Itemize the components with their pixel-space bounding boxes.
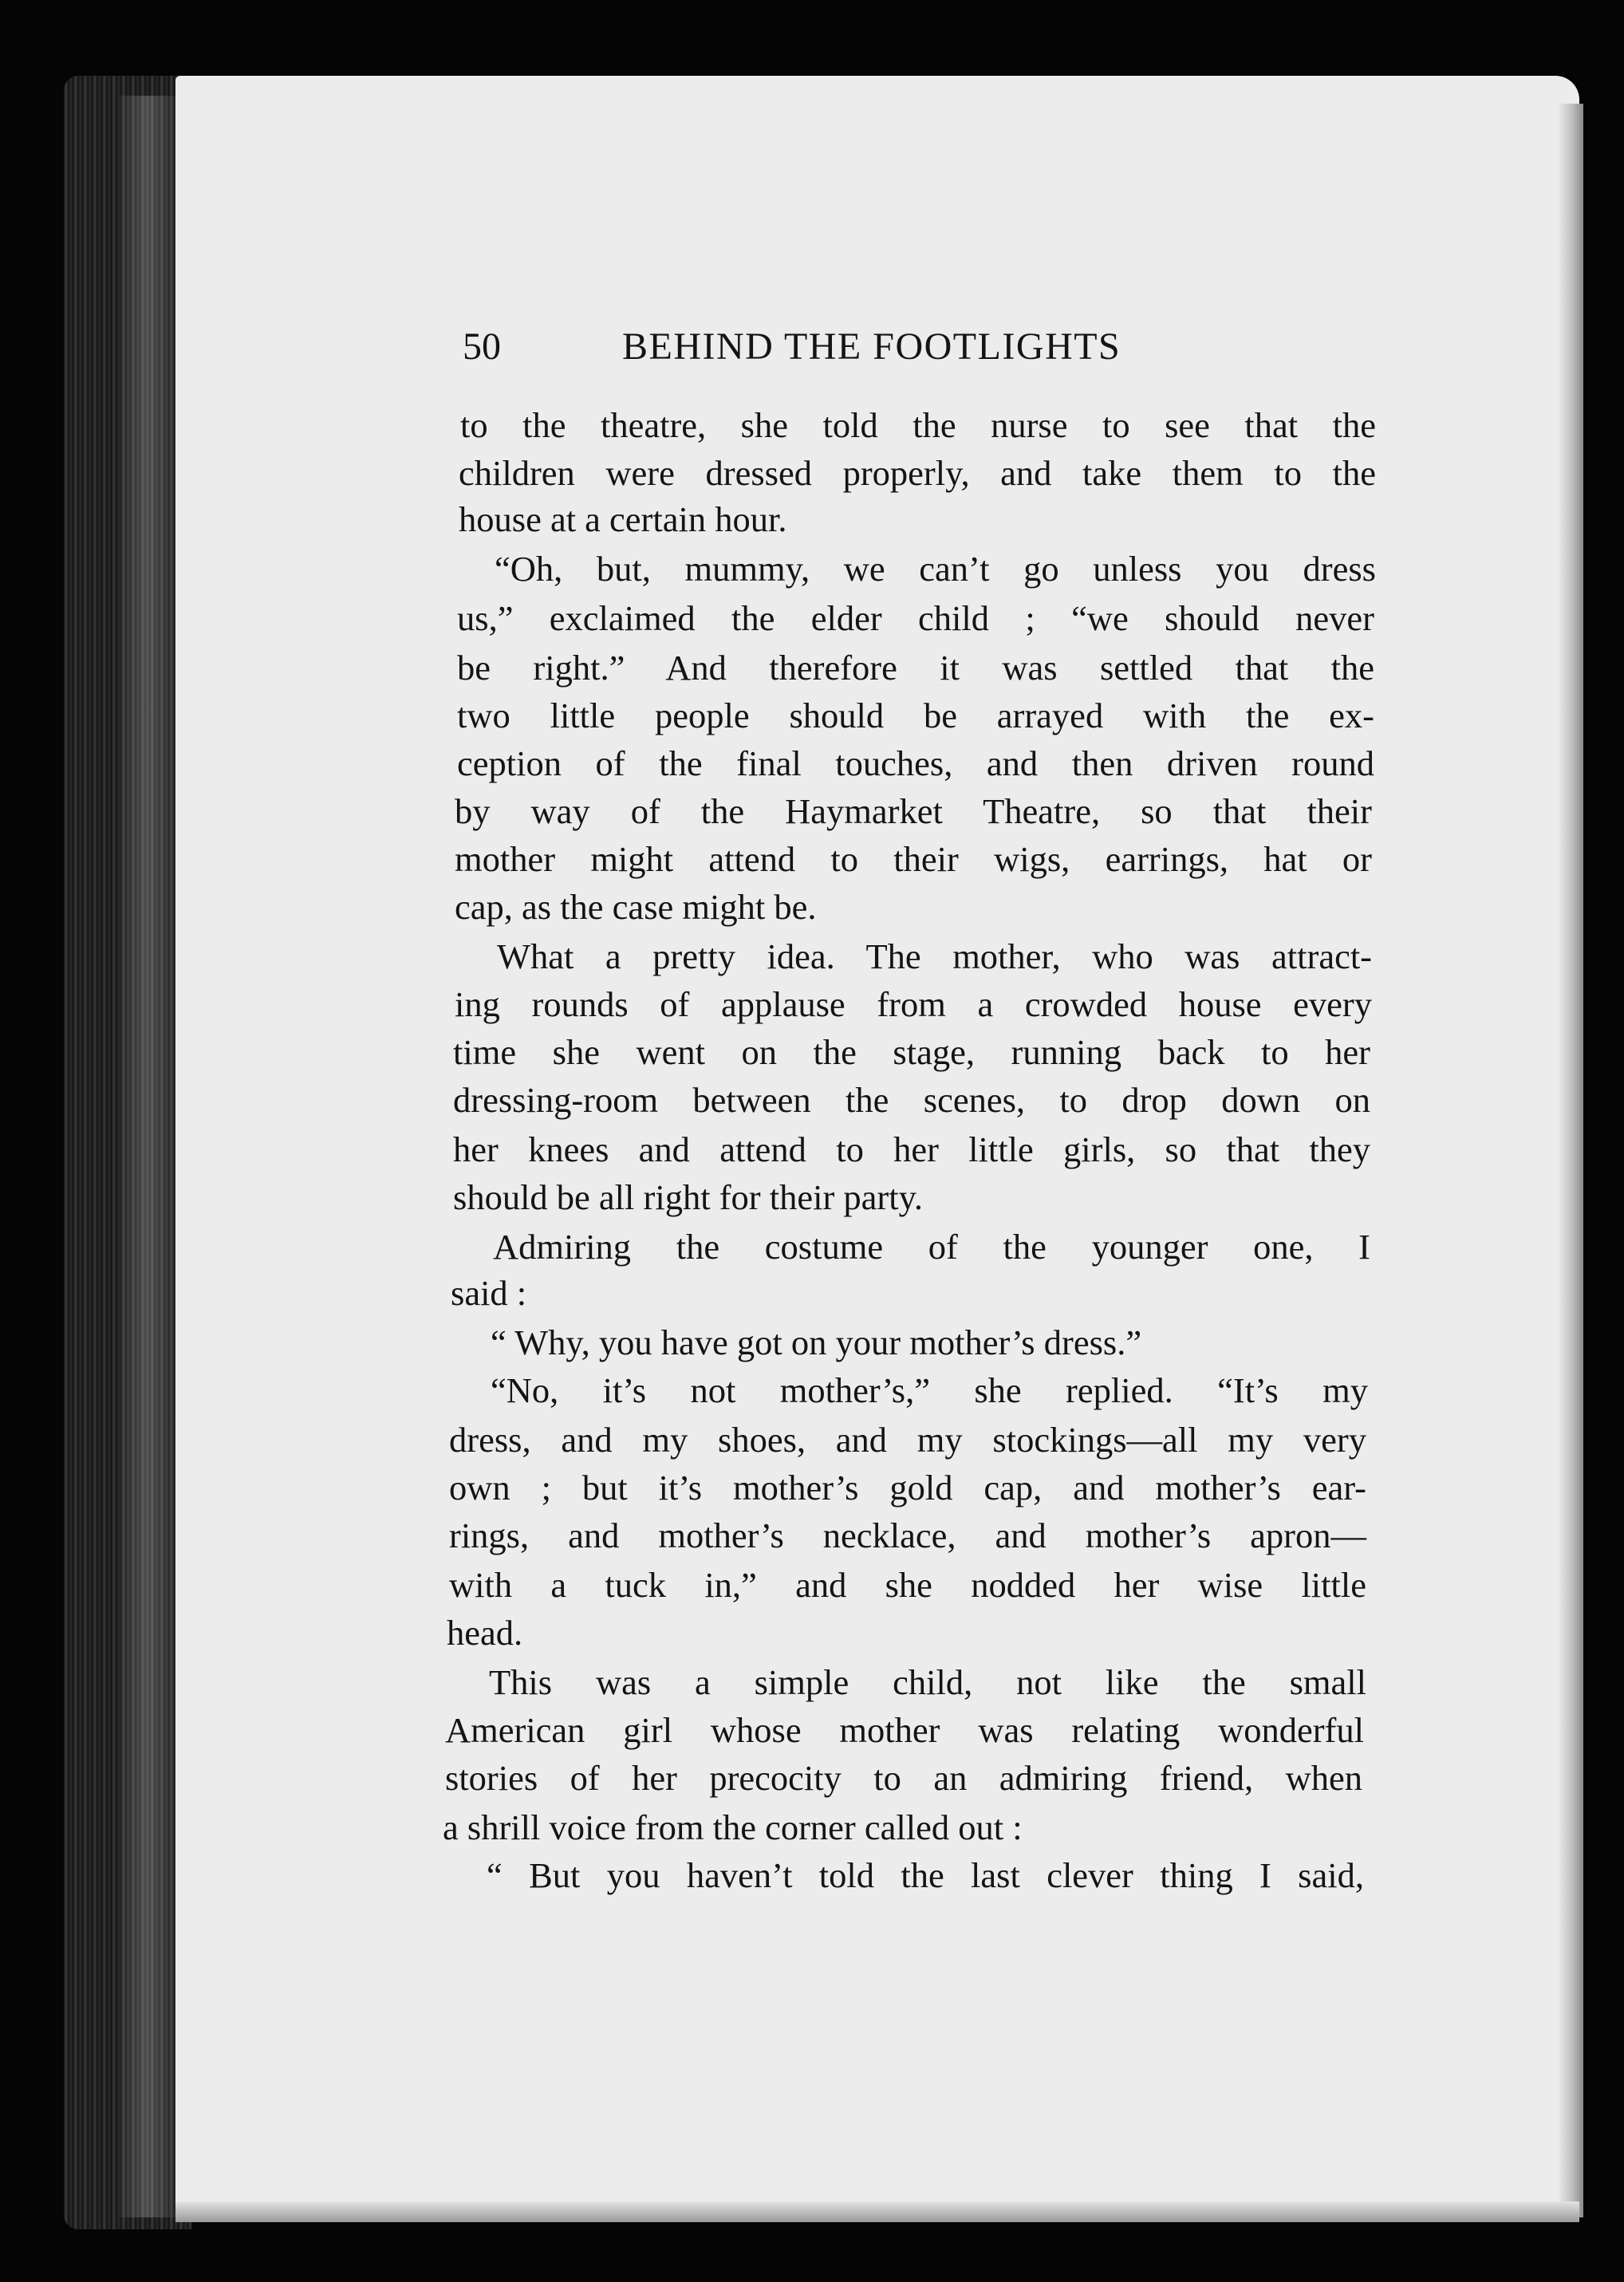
text-line: This was a simple child, not like the small bbox=[489, 1662, 1366, 1702]
text-line: “ But you haven’t told the last clever thing I said, bbox=[487, 1855, 1364, 1895]
text-line: with a tuck in,” and she nodded her wise little bbox=[449, 1565, 1366, 1605]
text-line: ing rounds of applause from a crowded house every bbox=[455, 984, 1372, 1024]
running-title: BEHIND THE FOOTLIGHTS bbox=[622, 325, 1121, 368]
page-edge-bottom bbox=[175, 2201, 1579, 2222]
text-line: said : bbox=[451, 1273, 527, 1313]
text-line: head. bbox=[447, 1613, 523, 1653]
text-line: should be all right for their party. bbox=[453, 1177, 924, 1217]
text-line: house at a certain hour. bbox=[459, 499, 787, 539]
text-line: dress, and my shoes, and my stockings—all my very bbox=[449, 1420, 1366, 1460]
text-line: two little people should be arrayed with the ex- bbox=[457, 696, 1374, 735]
text-line: cap, as the case might be. bbox=[455, 887, 817, 927]
text-line: What a pretty idea. The mother, who was attract- bbox=[497, 936, 1372, 976]
text-line: a shrill voice from the corner called out : bbox=[443, 1807, 1023, 1847]
text-line: her knees and attend to her little girls, so that they bbox=[453, 1129, 1370, 1169]
text-line: be right.” And therefore it was settled that the bbox=[457, 648, 1374, 688]
text-line: stories of her precocity to an admiring friend, when bbox=[445, 1758, 1362, 1798]
text-line: time she went on the stage, running back to her bbox=[453, 1032, 1370, 1072]
text-line: “No, it’s not mother’s,” she replied. “It’s my bbox=[491, 1370, 1368, 1410]
text-line: own ; but it’s mother’s gold cap, and mother’s ear- bbox=[449, 1468, 1366, 1508]
running-head bbox=[463, 319, 1388, 375]
text-line: “ Why, you have got on your mother’s dress.” bbox=[491, 1322, 1142, 1362]
text-line: rings, and mother’s necklace, and mother’s apron— bbox=[449, 1515, 1366, 1555]
text-line: ception of the final touches, and then driven round bbox=[457, 743, 1374, 783]
text-line: Admiring the costume of the younger one, I bbox=[493, 1227, 1370, 1267]
text-line: us,” exclaimed the elder child ; “we should never bbox=[457, 598, 1374, 638]
text-line: American girl whose mother was relating wonderful bbox=[445, 1710, 1364, 1750]
text-line: mother might attend to their wigs, earrings, hat or bbox=[455, 839, 1372, 879]
text-line: to the theatre, she told the nurse to see that the bbox=[460, 405, 1376, 445]
page-edge-right bbox=[1559, 104, 1583, 2217]
text-line: by way of the Haymarket Theatre, so that their bbox=[455, 791, 1372, 831]
page-number: 50 bbox=[463, 325, 501, 368]
text-line: dressing-room between the scenes, to drop down on bbox=[453, 1080, 1370, 1120]
text-line: “Oh, but, mummy, we can’t go unless you dress bbox=[495, 549, 1376, 589]
spine-glare bbox=[120, 96, 175, 2217]
text-line: children were dressed properly, and take them to the bbox=[459, 453, 1376, 493]
